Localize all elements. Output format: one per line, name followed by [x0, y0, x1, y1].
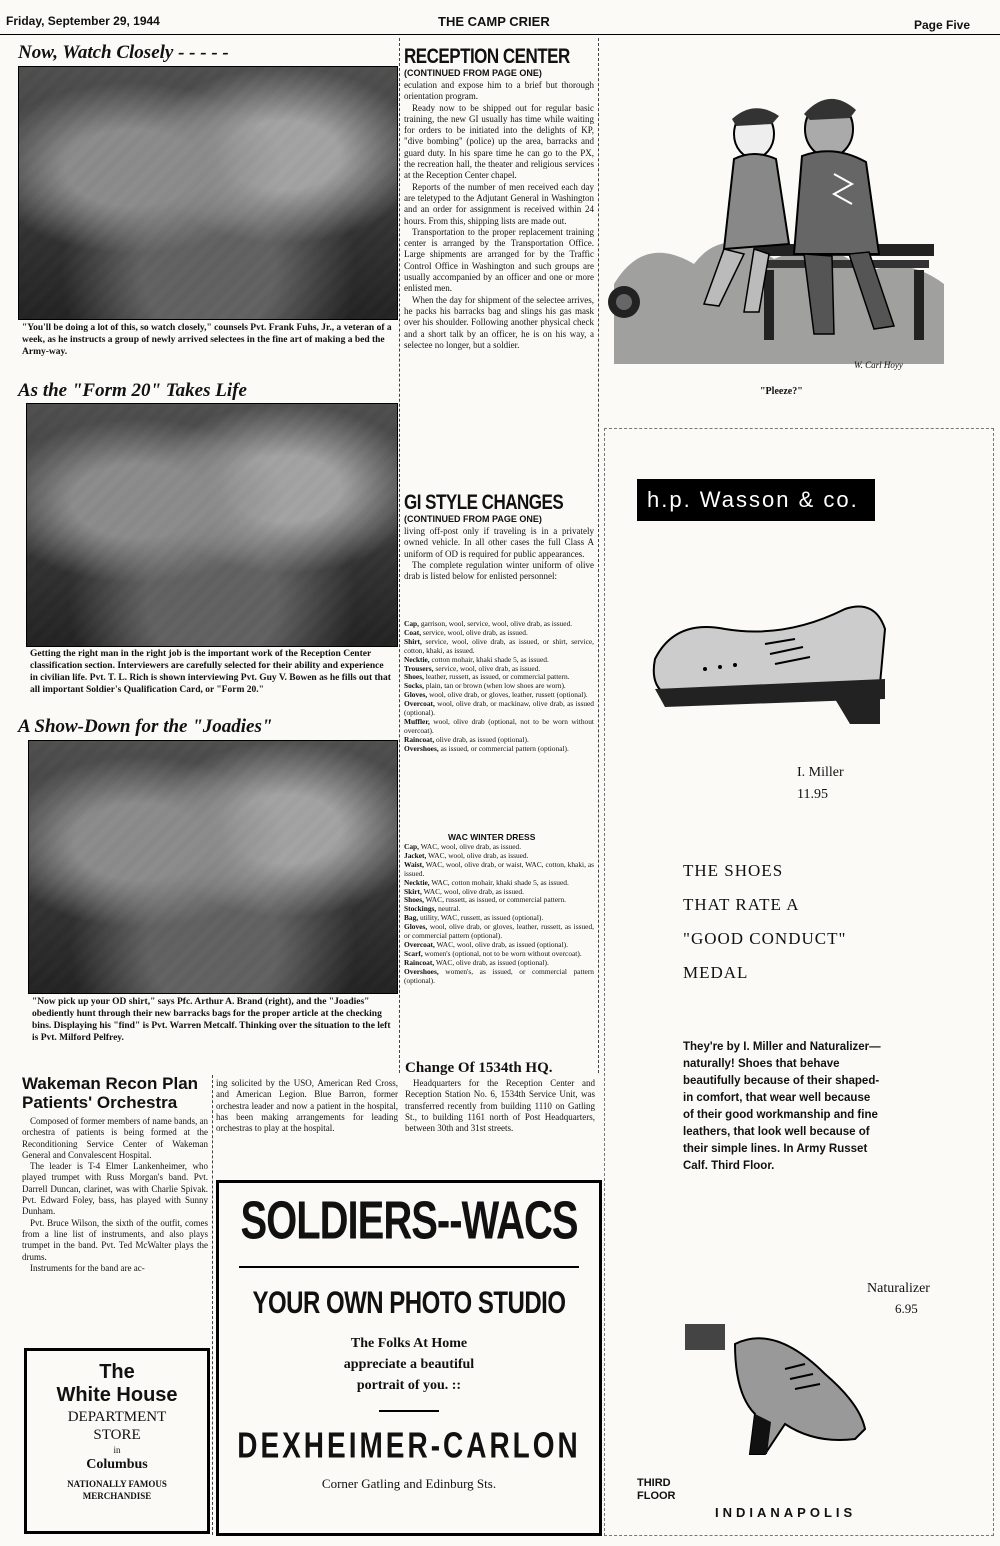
masthead-page: Page Five: [914, 18, 971, 32]
wakeman-body: [22, 1116, 208, 1274]
ad-line: DEPARTMENT: [67, 1409, 167, 1425]
column-rule: [212, 1075, 213, 1535]
list-item: Muffler, wool, olive drab (optional, not to be worn without overcoat).: [404, 716, 594, 735]
list-item: Raincoat, WAC, olive drab, as issued (optional).: [404, 957, 549, 967]
cartoon-caption: "Pleeze?": [760, 386, 803, 397]
wasson-ad: [604, 428, 994, 1536]
story1-caption: "You'll be doing a lot of this, so watch closely," counsels Pvt. Frank Fuhs, Jr., a veteran of a week, as he instructs a group of newly arrived selectees in the fine art of making a bed the Army-way.: [22, 323, 392, 357]
bed-making-photo: [18, 66, 398, 320]
story1-headline: Now, Watch Closely - - - - -: [18, 42, 229, 63]
oxford-shoe-illustration: [645, 589, 895, 729]
white-house-ad: [24, 1348, 210, 1534]
reception-headline: RECEPTION CENTER: [404, 44, 570, 68]
wakeman-headline: [22, 1074, 212, 1112]
wasson-logo-bar: [637, 479, 875, 521]
paragraph: living off-post only if traveling is in a privately owned vehicle. In all other cases the full Class A uniform of OD is required for public appearances.: [404, 526, 594, 559]
cartoon-illustration: [604, 44, 978, 376]
list-item: Overshoes, as issued, or commercial pattern (optional).: [404, 743, 569, 753]
i-miller-brand: I. Miller: [797, 765, 844, 780]
interview-photo: [26, 403, 398, 647]
wasson-city: INDIANAPOLIS: [715, 1505, 857, 1520]
wakeman-body-continued: ing solicited by the USO, American Red Cross, and American Legion. Blue Barron, former orchestra leader and now a patient in the hospital, has been making arrangements for leading orchestras to play at the hospital.: [216, 1078, 398, 1134]
gi-style-headline: GI STYLE CHANGES: [404, 490, 564, 514]
wac-uniform-list: [404, 843, 594, 986]
list-item: Waist, WAC, wool, olive drab, or waist, WAC, cotton, khaki, as issued.: [404, 859, 594, 878]
ad-line: MERCHANDISE: [82, 1491, 152, 1501]
ad-line: STORE: [93, 1427, 141, 1443]
change1534-body: Headquarters for the Reception Center and Reception Station No. 6, 1534th Service Unit, was transferred recently from building 1110 on Gatling St., to building 1161 north of Post Headquarters, between 30th and 31st streets.: [405, 1078, 595, 1134]
list-item: Jacket, WAC, wool, olive drab, as issued.: [404, 850, 529, 860]
wasson-headline-2: THAT RATE A: [683, 895, 800, 914]
change1534-headline: Change Of 1534th HQ.: [405, 1060, 553, 1076]
list-item: Gloves, wool, olive drab, or gloves, leather, russett, as issued, or commercial pattern (optional).: [404, 922, 594, 941]
ad-line: in: [113, 1445, 121, 1455]
high-heel-shoe-illustration: [675, 1314, 875, 1464]
masthead-title: THE CAMP CRIER: [438, 14, 550, 29]
list-item: Stockings, neutral.: [404, 904, 461, 914]
studio-divider: [239, 1266, 579, 1268]
ad-line: Columbus: [86, 1457, 148, 1472]
wac-dress-head: WAC WINTER DRESS: [448, 832, 536, 842]
list-item: Shoes, WAC, russett, as issued, or commercial pattern.: [404, 895, 567, 905]
list-item: Necktie, cotton mohair, khaki shade 5, as issued.: [404, 654, 549, 664]
naturalizer-price: 6.95: [895, 1301, 918, 1316]
studio-name: DEXHEIMER-CARLON: [237, 1425, 581, 1466]
story3-caption: "Now pick up your OD shirt," says Pfc. Arthur A. Brand (right), and the "Joadies" obediently hunt through their new barracks bags for the proper article at the checking bins. Displaying his "find" is Pvt. Warren Metcalf. Thinking over the situation to the left is Pvt. Milford Pelfrey.: [32, 997, 391, 1043]
studio-line: portrait of you. ::: [356, 1378, 462, 1393]
naturalizer-brand: Naturalizer: [867, 1281, 930, 1296]
gi-style-continued: (CONTINUED FROM PAGE ONE): [404, 514, 542, 524]
list-item: Skirt, WAC, wool, olive drab, as issued.: [404, 886, 524, 896]
studio-line: appreciate a beautiful: [343, 1357, 475, 1372]
list-item: Shirt, service, wool, olive drab, as issued, or shirt, service, cotton, khaki, as issued.: [404, 636, 594, 655]
reception-body: [404, 80, 594, 351]
paragraph: The complete regulation winter uniform of olive drab is listed below for enlisted personnel:: [404, 559, 594, 582]
ad-line: White House: [56, 1384, 178, 1406]
masthead: [0, 0, 1000, 36]
ad-line: NATIONALLY FAMOUS: [67, 1479, 167, 1489]
wasson-headline-1: THE SHOES: [683, 861, 784, 880]
headline-text: Wakeman Recon Plan Patients' Orchestra: [22, 1074, 199, 1112]
list-item: Overshoes, women's, as issued, or commercial pattern (optional).: [404, 966, 594, 985]
column-rule: [399, 38, 400, 1073]
men-uniform-list: [404, 620, 594, 754]
list-item: Coat, service, wool, olive drab, as issued.: [404, 627, 528, 637]
paragraph: Pvt. Bruce Wilson, the sixth of the outfit, comes from a line list of instruments, and also plays trumpet in the band. Pvt. Ted McWalter plays the drums.: [22, 1217, 208, 1262]
joadies-photo: [28, 740, 398, 994]
list-item: Cap, WAC, wool, olive drab, as issued.: [404, 842, 522, 851]
story3-headline: A Show-Down for the "Joadies": [18, 716, 273, 737]
paragraph: When the day for shipment of the selectee arrives, he packs his barracks bag and slings his gas mask over his shoulder. Following another physical check and a short talk by an officer, he is on his way, a selectee no longer, but a soldier.: [404, 294, 594, 350]
cartoon-signature: W. Carl Hoyy: [854, 360, 903, 370]
column-rule: [598, 38, 599, 1073]
studio-line: The Folks At Home: [350, 1336, 468, 1351]
list-item: Bag, utility, WAC, russett, as issued (optional).: [404, 913, 544, 923]
list-item: Necktie, WAC, cotton mohair, khaki shade 5, as issued.: [404, 877, 569, 887]
cartoon: [604, 44, 978, 376]
ad-line: The: [99, 1361, 135, 1383]
list-item: Gloves, wool, olive drab, or gloves, leather, russett (optional).: [404, 690, 588, 700]
wasson-body: They're by I. Miller and Naturalizer—naturally! Shoes that behave beautifully because of their shaped-in comfort, that wear well because of their good workmanship and fine leathers, that look well because of their simple lines. In Army Russet Calf. Third Floor.: [683, 1041, 881, 1172]
list-item: Socks, plain, tan or brown (when low shoes are worn).: [404, 681, 566, 691]
masthead-rule: [0, 34, 1000, 35]
paragraph: Reports of the number of men received each day are teletyped to the Adjutant General in Washington and an order for assignment is received within 24 hours. From this, shipping lists are made out.: [404, 181, 594, 226]
wasson-headline-4: MEDAL: [683, 963, 749, 982]
photo-studio-ad: [216, 1180, 602, 1536]
reception-continued: (CONTINUED FROM PAGE ONE): [404, 68, 542, 78]
i-miller-price: 11.95: [797, 787, 828, 802]
third-floor-1: THIRD: [637, 1477, 671, 1489]
third-floor-2: FLOOR: [637, 1490, 676, 1502]
paragraph: Transportation to the proper replacement training center is arranged by the Transportation Office. Large shipments are arranged for by the Traffic Control Office in Washington and such groups are usually accompanied by an officer and one or more enlisted men.: [404, 226, 594, 294]
list-item: Overcoat, wool, olive drab, or mackinaw, olive drab, as issued (optional).: [404, 699, 594, 718]
paragraph: Ready now to be shipped out for regular basic training, the new GI usually has time while waiting for orders to be initiated into the delights of KP, "dive bombing" (police) up the area, barracks and guard duty. In his spare time he can go to the PX, the recreation hall, the theater and religious services at the Reception Center chapel.: [404, 102, 594, 181]
studio-divider-short: [379, 1410, 439, 1412]
list-item: Cap, garrison, wool, service, wool, olive drab, as issued.: [404, 619, 573, 628]
story2-caption: Getting the right man in the right job is the important work of the Reception Center classification section. Interviewers are carefully selected for their ability and experience in civilian life. Pvt. T. L. Rich is shown interviewing Pvt. Guy V. Bowen as he fills out that all important Soldier's Qualification Card, or "Form 20.": [30, 649, 391, 695]
list-item: Raincoat, olive drab, as issued (optional).: [404, 734, 529, 744]
story2-headline: As the "Form 20" Takes Life: [18, 380, 247, 401]
list-item: Scarf, women's (optional, not to be worn without overcoat).: [404, 948, 582, 958]
masthead-date: Friday, September 29, 1944: [6, 14, 160, 28]
paragraph: The leader is T-4 Elmer Lankenheimer, who played trumpet with Russ Morgan's band. Pvt. Darrell Duncan, clarinet, was with Charlie Spivak. Pvt. Edward Foley, bass, has played with Sunny Dunham.: [22, 1161, 208, 1217]
wasson-headline-3: "GOOD CONDUCT": [683, 929, 847, 948]
gi-style-body: [404, 526, 594, 582]
studio-subhead: YOUR OWN PHOTO STUDIO: [252, 1285, 566, 1321]
list-item: Shoes, leather, russett, as issued, or commercial pattern.: [404, 672, 570, 682]
studio-address: Corner Gatling and Edinburg Sts.: [321, 1476, 497, 1491]
studio-headline: SOLDIERS--WACS: [240, 1191, 578, 1251]
list-item: Trousers, service, wool, olive drab, as issued.: [404, 663, 541, 673]
list-item: Overcoat, WAC, wool, olive drab, as issued (optional).: [404, 939, 568, 949]
paragraph: Composed of former members of name bands, an orchestra of patients is being formed at the Reconditioning Service Center of Wakeman General and Convalescent Hospital.: [22, 1116, 208, 1160]
wasson-logo: h.p. Wasson & co.: [647, 487, 859, 512]
paragraph: eculation and expose him to a brief but thorough orientation program.: [404, 80, 594, 102]
paragraph: Instruments for the band are ac-: [30, 1262, 145, 1273]
